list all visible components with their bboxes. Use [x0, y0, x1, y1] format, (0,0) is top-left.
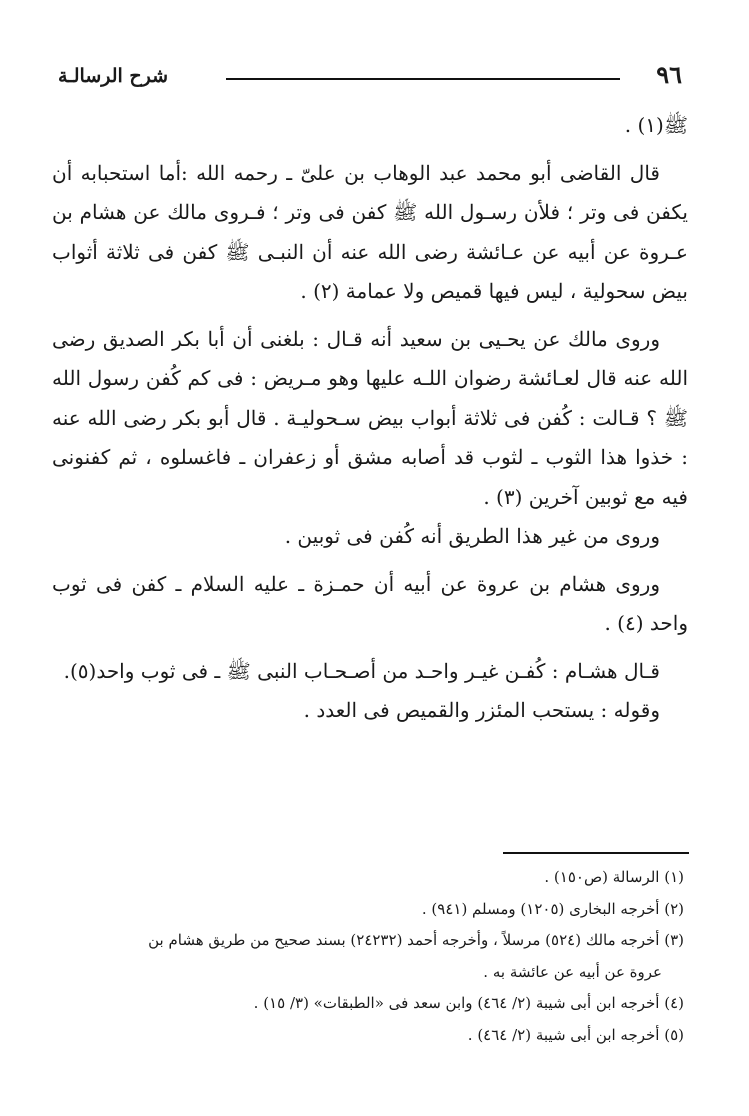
main-text: [52, 106, 688, 731]
paragraph: وروى هشام بن عروة عن أبيه أن حمـزة ـ عليه السلام ـ كفن فى ثوب واحد (٤) .: [52, 571, 688, 635]
footnote-item: (١) الرسالة (ص١٥٠) .: [544, 868, 684, 886]
header-rule: [226, 78, 620, 80]
footnote-item: (٥) أخرجه ابن أبى شيبة (٢/ ٤٦٤) .: [467, 1025, 684, 1044]
paragraph: قال القاضى أبو محمد عبد الوهاب بن علىّ ـ رحمه الله :أما استحبابه أن يكفن فى وتر ؛ فلأن رسـول الله ﷺ كفن فى وتر ؛ فـروى مالك عن هشام بن عـروة عن أبيه عن عـائشة رضى الله عنه أن النبـى ﷺ كفن فى ثلاثة أثواب بيض سحولية ، ليس فيها قميص ولا عمامة (٢) .: [52, 160, 688, 303]
footnotes: [56, 862, 684, 1051]
footnote-item-continuation: عروة عن أبيه عن عائشة به .: [483, 962, 662, 981]
paragraph: وروى مالك عن يحـيى بن سعيد أنه قـال : بلغنى أن أبا بكر الصديق رضى الله عنه قال لعـائشة رضوان اللـه عليها وهو مـريض : فى كم كُفن رسول الله ﷺ ؟ قـالت : كُفن فى ثلاثة أبواب بيض سـحوليـة . قال أبو بكر رضى الله عنه : خذوا هذا الثوب ـ لثوب قد أصابه مشق أو زعفران ـ فاغسلوه ، ثم كفنونى فيه مع ثوبين آخرين (٣) .: [52, 326, 688, 509]
paragraph: وروى من غير هذا الطريق أنه كُفن فى ثوبين .: [284, 524, 660, 548]
page-number: ٩٦: [656, 60, 682, 89]
paragraph: وقوله : يستحب المئزر والقميص فى العدد .: [303, 698, 660, 722]
footnote-item: (٣) أخرجه مالك (٥٢٤) مرسلاً ، وأخرجه أحمد (٢٤٢٣٢) بسند صحيح من طريق هشام بن: [148, 931, 684, 949]
running-header: [58, 60, 682, 96]
paragraph: قـال هشـام : كُفـن غيـر واحـد من أصـحـاب النبى ﷺ ـ فى ثوب واحد(٥).: [63, 658, 660, 683]
footnote-item: (٢) أخرجه البخارى (١٢٠٥) ومسلم (٩٤١) .: [421, 899, 684, 918]
footnote-item: (٤) أخرجه ابن أبى شيبة (٢/ ٤٦٤) وابن سعد فى «الطبقات» (٣/ ١٥) .: [253, 994, 684, 1012]
running-title: شرح الرسالـة: [58, 65, 169, 87]
footnote-separator: [503, 852, 689, 854]
paragraph-continuation: ﷺ(١) .: [624, 113, 688, 137]
